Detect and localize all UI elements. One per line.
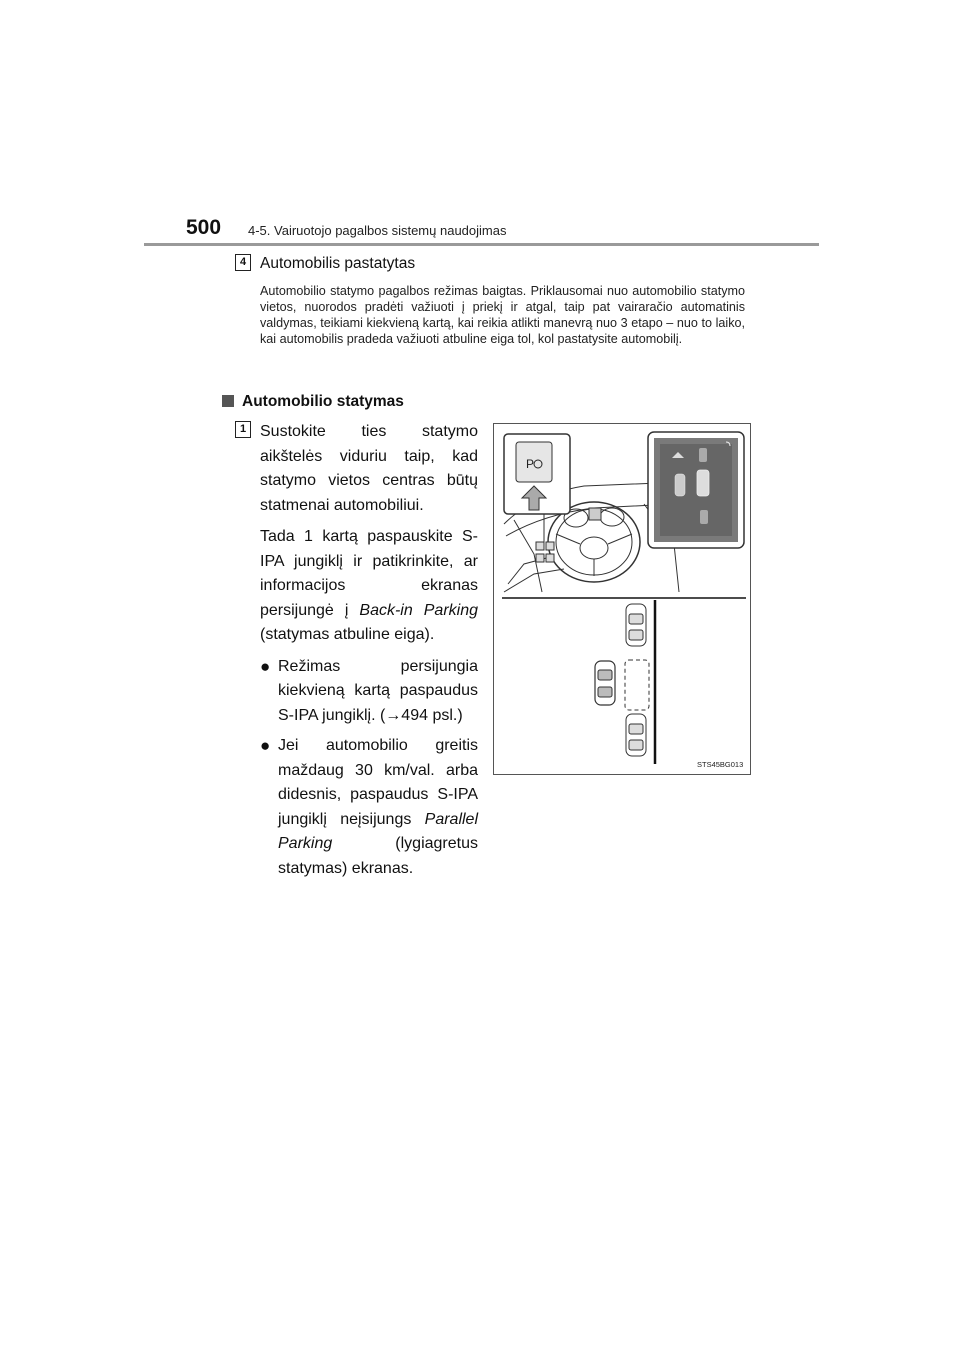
bullet-text	[278, 737, 478, 877]
bullet-item	[260, 734, 478, 881]
text-run: Jei automobilio greitis maždaug 30 km/val. arba didesnis, paspaudus S-IPA jungiklį neįsijungs	[278, 737, 478, 828]
text-run: Tada 1 kartą paspauskite S-IPA jungiklį ir patikrinkite, ar informacijos ekranas persijungė į	[260, 528, 478, 619]
display-screen-callout	[648, 432, 744, 548]
figure-code: STS45BG013	[697, 760, 744, 769]
header-rule	[144, 243, 819, 246]
switch-panel-drawing	[536, 542, 554, 562]
section-heading	[222, 393, 404, 411]
parking-space-outline	[625, 660, 649, 710]
illustration-drawing	[494, 424, 750, 774]
bullet-icon: ●	[260, 656, 271, 676]
instruction-text	[260, 420, 478, 887]
step-description: Automobilio statymo pagalbos režimas baigtas. Priklausomai nuo automobilio statymo vietos, nuorodos pradėti važiuoti į priekį ir atgal, taip pat vairaračio automatinis valdymas, teikiami kiekvieną kartą, kai reikia atlikti manevrą nuo 3 etapo – nuo to laiko, kai automobilis pradeda važiuoti atbuline eiga tol, kol pastatysite automobilį.	[260, 284, 745, 346]
bullet-icon: ●	[260, 736, 271, 755]
section-square-icon	[222, 395, 234, 407]
parked-car-bottom	[626, 714, 646, 756]
text-run: (lygiagretus statymas) ekranas.	[278, 835, 478, 877]
text-run: (statymas atbuline eiga).	[260, 626, 435, 643]
paragraph	[260, 525, 478, 648]
step-number-4: 4	[235, 254, 251, 271]
paragraph: Sustokite ties statymo aikštelės viduriu taip, kad statymo vietos centras būtų statmenai automobiliui.	[260, 423, 478, 514]
sipa-switch-callout	[504, 434, 570, 514]
own-vehicle	[595, 661, 615, 705]
section-header: 4-5. Vairuotojo pagalbos sistemų naudojimas	[248, 223, 507, 238]
page-number: 500	[186, 216, 222, 239]
bullet-item	[260, 655, 478, 729]
parked-car-top	[626, 604, 646, 646]
mode-name: Back-in Parking	[359, 601, 478, 619]
step-title: Automobilis pastatytas	[260, 255, 416, 272]
mode-name: Parallel Parking	[278, 810, 478, 852]
switch-label: P	[526, 457, 535, 471]
step-number-1: 1	[235, 421, 251, 438]
bullet-text: Režimas persijungia kiekvieną kartą paspaudus S-IPA jungiklį. (→494 psl.)	[278, 657, 478, 724]
section-heading-text: Automobilio statymas	[242, 393, 404, 410]
illustration	[493, 423, 751, 775]
